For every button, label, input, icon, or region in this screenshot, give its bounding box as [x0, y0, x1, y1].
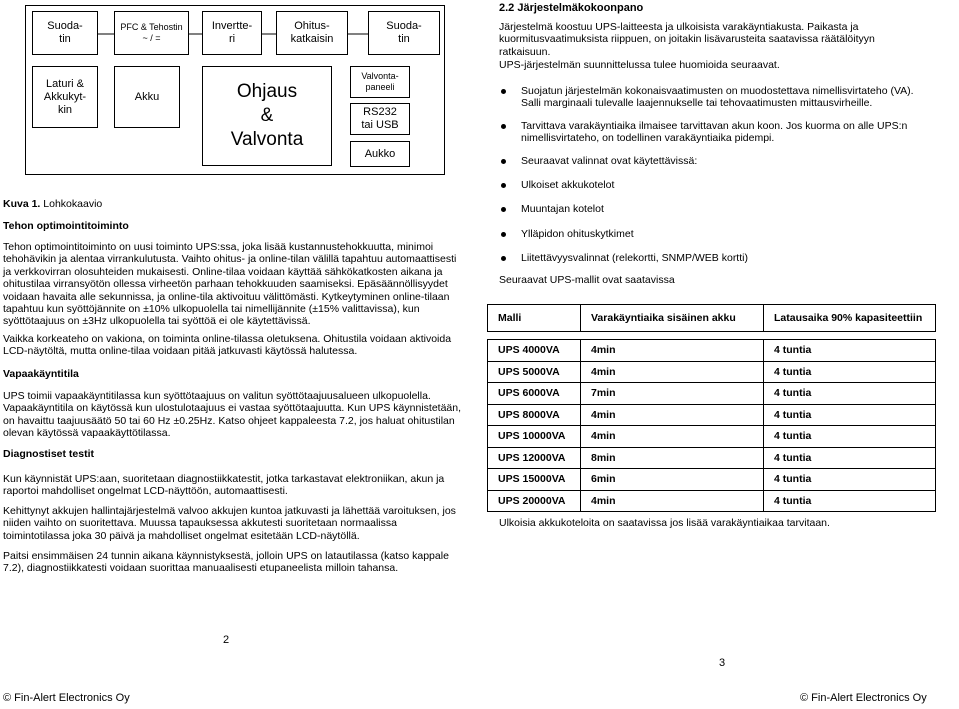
table-row: [488, 469, 936, 491]
block-diagram: [25, 5, 445, 175]
recharge-cell: 4 tuntia: [764, 340, 936, 362]
battery-box: Akku: [114, 66, 180, 128]
design-note: UPS-järjestelmän suunnittelussa tulee huomioida seuraavat.: [499, 59, 780, 71]
runtime-cell: 4min: [581, 404, 764, 426]
recharge-cell: 4 tuntia: [764, 361, 936, 383]
models-intro: Seuraavat UPS-mallit ovat saatavissa: [499, 274, 675, 286]
list-item: Ulkoiset akkukotelot: [499, 179, 929, 191]
input-filter-box: Suoda- tin: [32, 11, 98, 55]
runtime-cell: 4min: [581, 490, 764, 512]
cabinet-note: Ulkoisia akkukoteloita on saatavissa jos lisää varakäyntiaikaa tarvitaan.: [499, 517, 830, 529]
page-number-right: 3: [719, 657, 726, 669]
recharge-cell: 4 tuntia: [764, 447, 936, 469]
table-row: [488, 447, 936, 469]
table-row: [488, 340, 936, 362]
optimization-heading: Tehon optimointitoiminto: [3, 220, 129, 232]
list-item: Tarvittava varakäyntiaika ilmaisee tarvittavan akun koon. Jos kuorma on alle UPS:n nimellisvirtateho, on todellinen varakäyntiaika pidempi.: [499, 120, 929, 145]
section-title: 2.2 Järjestelmäkokoonpano: [499, 2, 644, 14]
optimization-paragraph-2: Vaikka korkeateho on vakiona, on toiminta online-tilassa oletuksena. Ohitustila voidaan aktivoida LCD-näytöltä, mutta online-tilaa voidaan pitää jatkuvasti käytössä halutessa.: [3, 333, 452, 358]
list-item: Muuntajan kotelot: [499, 203, 929, 215]
footer-left: © Fin-Alert Electronics Oy: [3, 692, 130, 704]
model-cell: UPS 10000VA: [488, 426, 581, 448]
model-cell: UPS 5000VA: [488, 361, 581, 383]
bypass-switch-box: Ohitus- katkaisin: [276, 11, 348, 55]
requirements-list: [499, 85, 929, 265]
recharge-cell: 4 tuntia: [764, 426, 936, 448]
diagnostics-paragraph-3: Paitsi ensimmäisen 24 tunnin aikana käynnistyksestä, jolloin UPS on latautilassa (katso kappale 7.2), diagnostiikkatesti voidaan suorittaa manuaalisesti etupaneelista milloin tahansa.: [3, 550, 449, 575]
table-row: [488, 426, 936, 448]
ups-models-table: [487, 304, 936, 512]
page-number-left: 2: [223, 634, 230, 646]
recharge-cell: 4 tuntia: [764, 383, 936, 405]
recharge-cell: 4 tuntia: [764, 469, 936, 491]
runtime-cell: 7min: [581, 383, 764, 405]
free-run-paragraph: UPS toimii vapaakäyntitilassa kun syöttötaajuus on valitun syöttötaajuusalueen ulkopuolella. Vapaakäyntitila on käytössä kun ulostulotaajuus ei vastaa syöttötaajuutta. Kun UPS käynnistetään, on havaittu taajuusäätö 50 tai 60 Hz ±0.25Hz. Katso ohjeet kappaleesta 7.2, jos haluat ohitustilan olevan käytössä vapaakäyttötilassa.: [3, 390, 462, 440]
model-cell: UPS 20000VA: [488, 490, 581, 512]
table-row: [488, 361, 936, 383]
list-item: Suojatun järjestelmän kokonaisvaatimusten on muodostettava nimellisvirtateho (VA). Salli marginaali tulevalle laajennukselle tai tehovaatimusten mittausvirheille.: [499, 85, 929, 110]
output-filter-box: Suoda- tin: [368, 11, 440, 55]
figure-caption: [3, 198, 463, 210]
runtime-cell: 8min: [581, 447, 764, 469]
list-item: Ylläpidon ohituskytkimet: [499, 228, 929, 240]
recharge-cell: 4 tuntia: [764, 404, 936, 426]
table-spacer: [488, 332, 936, 340]
charger-box: Laturi & Akkukyt- kin: [32, 66, 98, 128]
table-header-row: [488, 305, 936, 332]
diagnostics-paragraph-2: Kehittynyt akkujen hallintajärjestelmä valvoo akkujen kuntoa jatkuvasti ja lähettää varoituksen, jos niiden vaihto on suoritettava. Muussa tapauksessa akkutesti suoritetaan normaalissa toimintotilassa joka 30 päivä ja mahdolliset ongelmat esitetään LCD-näytöllä.: [3, 505, 456, 542]
diagnostics-paragraph-1: Kun käynnistät UPS:aan, suoritetaan diagnostiikkatestit, jotka tarkastavat elektroniikan, akun ja raportoi mahdolliset ongelmat LCD-näyttöön, automaattisesti.: [3, 473, 445, 498]
optimization-paragraph-1: Tehon optimointitoiminto on uusi toiminto UPS:ssa, joka lisää kustannustehokkuutta, minimoi tehohävikin ja alentaa virrankulutusta. Vaihto ohitus- ja online-tilan välillä tapahtuu automaattisesti ja verkkovirran olosuhteiden mukaisesti. Online-tilaa voidaan käyttää sähkökatkosten aikana ja ohitustilaa virransyötön ollessa virheetön parhaan tehokkuuden saamiseksi. Epäsäännöllisyydet voidaan havaita alle sekunnissa, ja online-tila aktivoituu välittömästi. Kytkeytyminen online-tilaan tapahtuu kun syöttöjännite on ±10% ulkopuolella tai nimellijännite (±15% valittavissa), kun syöttötaajuus on ±3Hz ulkopuolella tai syöttöä ei ole käytettävissä.: [3, 241, 457, 328]
runtime-cell: 4min: [581, 361, 764, 383]
column-header-model: Malli: [488, 305, 581, 332]
slot-box: Aukko: [350, 141, 410, 167]
figure-caption-label: Kuva 1.: [3, 198, 41, 210]
rs232-usb-box: RS232 tai USB: [350, 103, 410, 135]
figure-caption-text: Lohkokaavio: [40, 198, 103, 210]
intro-paragraph: Järjestelmä koostuu UPS-laitteesta ja ulkoisista varakäyntiakusta. Paikasta ja kuormitusvaatimuksista riippuen, on joitakin lisävarusteita saatavissa räätälöityyn ratkaisuun.: [499, 21, 875, 58]
pfc-booster-box: PFC & Tehostin ~ / =: [114, 11, 189, 55]
model-cell: UPS 12000VA: [488, 447, 581, 469]
runtime-cell: 4min: [581, 340, 764, 362]
free-run-heading: Vapaakäyntitila: [3, 368, 79, 380]
model-cell: UPS 8000VA: [488, 404, 581, 426]
inverter-box: Invertte- ri: [202, 11, 262, 55]
diagnostics-heading: Diagnostiset testit: [3, 448, 95, 460]
table-row: [488, 490, 936, 512]
table-row: [488, 383, 936, 405]
recharge-cell: 4 tuntia: [764, 490, 936, 512]
model-cell: UPS 4000VA: [488, 340, 581, 362]
column-header-recharge: Latausaika 90% kapasiteettiin: [764, 305, 936, 332]
table-row: [488, 404, 936, 426]
control-panel-box: Valvonta- paneeli: [350, 66, 410, 98]
runtime-cell: 6min: [581, 469, 764, 491]
control-box: Ohjaus & Valvonta: [202, 66, 332, 166]
list-item: Seuraavat valinnat ovat käytettävissä:: [499, 155, 929, 167]
model-cell: UPS 15000VA: [488, 469, 581, 491]
model-cell: UPS 6000VA: [488, 383, 581, 405]
list-item: Liitettävyysvalinnat (relekortti, SNMP/WEB kortti): [499, 252, 929, 264]
column-header-runtime: Varakäyntiaika sisäinen akku: [581, 305, 764, 332]
runtime-cell: 4min: [581, 426, 764, 448]
footer-right: © Fin-Alert Electronics Oy: [800, 692, 927, 704]
